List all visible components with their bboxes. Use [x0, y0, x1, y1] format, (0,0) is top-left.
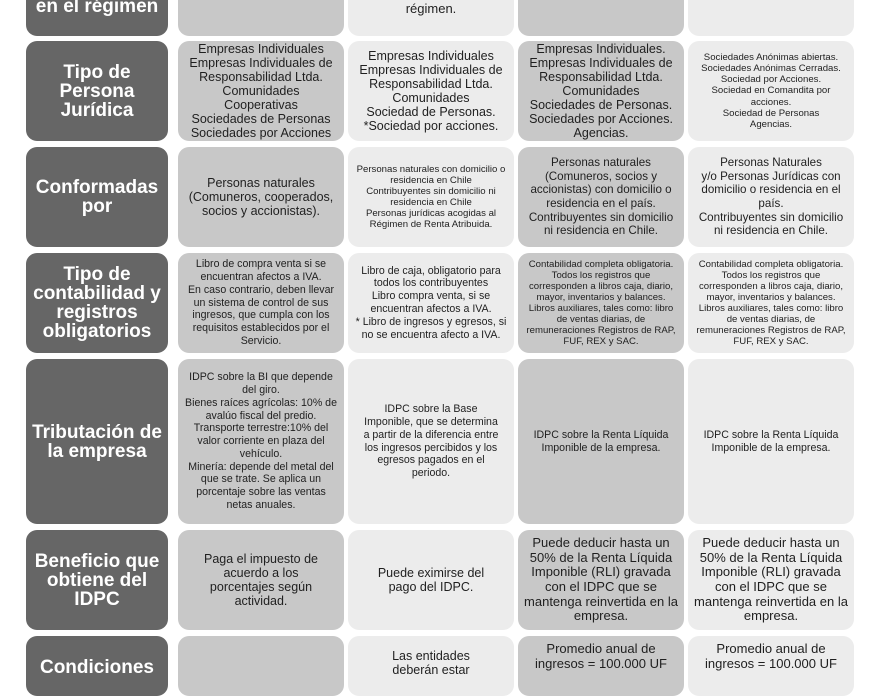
- table-cell: Puede deducir hasta un 50% de la Renta Líquida Imponible (RLI) gravada con el IDPC que se mantenga reinvertida en la empresa.: [518, 530, 684, 630]
- table-cell: IDPC sobre la BI que depende del giro. Bienes raíces agrícolas: 10% de avalúo fiscal del predio. Transporte terrestre:10% del valor corriente en plaza del vehículo. Minería: depende del metal del que se trate. Se aplica un porcentaje sobre las ventas netas anuales.: [178, 359, 344, 524]
- row-header-tributacion: [26, 359, 168, 524]
- table-cell: IDPC sobre la Renta Líquida Imponible de la empresa.: [518, 359, 684, 524]
- table-cell: [688, 0, 854, 36]
- table-cell: Contabilidad completa obligatoria. Todos los registros que corresponden a libros caja, diario, mayor, inventarios y balances. Libros auxiliares, tales como: libro de ventas diarias, de remuneraciones Registros de RAP, FUF, REX y SAC.: [688, 253, 854, 353]
- table-cell: Promedio anual de ingresos = 100.000 UF: [688, 636, 854, 696]
- table-cell: Libro de caja, obligatorio para todos los contribuyentes Libro compra venta, si se encuentran afectos a IVA. * Libro de ingresos y egresos, si no se encuentra afecto a IVA.: [348, 253, 514, 353]
- table-cell: Contabilidad completa obligatoria. Todos los registros que corresponden a libros caja, diario, mayor, inventarios y balances. Libros auxiliares, tales como: libro de ventas diarias, de remuneraciones Registros de RAP, FUF, REX y SAC.: [518, 253, 684, 353]
- table-cell: Las entidades deberán estar: [348, 636, 514, 696]
- table-cell: Empresas Individuales Empresas Individuales de Responsabilidad Ltda. Comunidades Cooperativas Sociedades de Personas Sociedades por Acciones: [178, 41, 344, 141]
- table-cell: régimen.: [348, 0, 514, 36]
- table-cell: [178, 0, 344, 36]
- row-header-label: Tipo de contabilidad y registros obligatorios: [33, 264, 161, 342]
- table-cell: [178, 636, 344, 696]
- table-cell: IDPC sobre la Base Imponible, que se determina a partir de la diferencia entre los ingresos percibidos y los egresos pagados en el periodo.: [348, 359, 514, 524]
- row-header-conformadas: [26, 147, 168, 247]
- table-cell: Puede eximirse del pago del IDPC.: [348, 530, 514, 630]
- table-cell: Personas naturales (Comuneros, cooperados, socios y accionistas).: [178, 147, 344, 247]
- table-cell: [518, 0, 684, 36]
- row-header-tipo-persona: [26, 41, 168, 141]
- table-cell: Personas naturales (Comuneros, socios y accionistas) con domicilio o residencia en el país. Contribuyentes sin domicilio ni residencia en Chile.: [518, 147, 684, 247]
- table-cell: Empresas Individuales. Empresas Individuales de Responsabilidad Ltda. Comunidades Sociedades de Personas. Sociedades por Acciones. Agencias.: [518, 41, 684, 141]
- table-cell: Personas naturales con domicilio o residencia en Chile Contribuyentes sin domicilio ni residencia en Chile Personas jurídicas acogidas al Régimen de Renta Atribuida.: [348, 147, 514, 247]
- table-cell: IDPC sobre la Renta Líquida Imponible de la empresa.: [688, 359, 854, 524]
- table-cell: Sociedades Anónimas abiertas. Sociedades Anónimas Cerradas. Sociedad por Acciones. Sociedad en Comandita por acciones. Sociedad de Personas Agencias.: [688, 41, 854, 141]
- row-header-label: Tipo de Persona Jurídica: [59, 61, 135, 121]
- row-header-regimen: [26, 0, 168, 36]
- table-cell: Paga el impuesto de acuerdo a los porcentajes según actividad.: [178, 530, 344, 630]
- table-cell: Personas Naturales y/o Personas Jurídicas con domicilio o residencia en el país. Contribuyentes sin domicilio ni residencia en Chile.: [688, 147, 854, 247]
- table-cell: Libro de compra venta si se encuentran afectos a IVA. En caso contrario, deben llevar un sistema de control de sus ingresos, que cumpla con los requisitos establecidos por el Servicio.: [178, 253, 344, 353]
- table-cell: Puede deducir hasta un 50% de la Renta Líquida Imponible (RLI) gravada con el IDPC que se mantenga reinvertida en la empresa.: [688, 530, 854, 630]
- row-header-label: Conformadas por: [35, 177, 159, 217]
- row-header-label: Tributación de la empresa: [32, 421, 162, 462]
- row-header-condiciones: [26, 636, 168, 696]
- row-header-label: en el régimen: [35, 0, 159, 17]
- row-header-label: Condiciones: [39, 657, 154, 678]
- row-header-contabilidad: [26, 253, 168, 353]
- row-header-label: Beneficio que obtiene del IDPC: [34, 550, 160, 610]
- table-cell: Empresas Individuales Empresas Individuales de Responsabilidad Ltda. Comunidades Sociedad de Personas. *Sociedad por acciones.: [348, 41, 514, 141]
- row-header-beneficio: [26, 530, 168, 630]
- table-cell: Promedio anual de ingresos = 100.000 UF: [518, 636, 684, 696]
